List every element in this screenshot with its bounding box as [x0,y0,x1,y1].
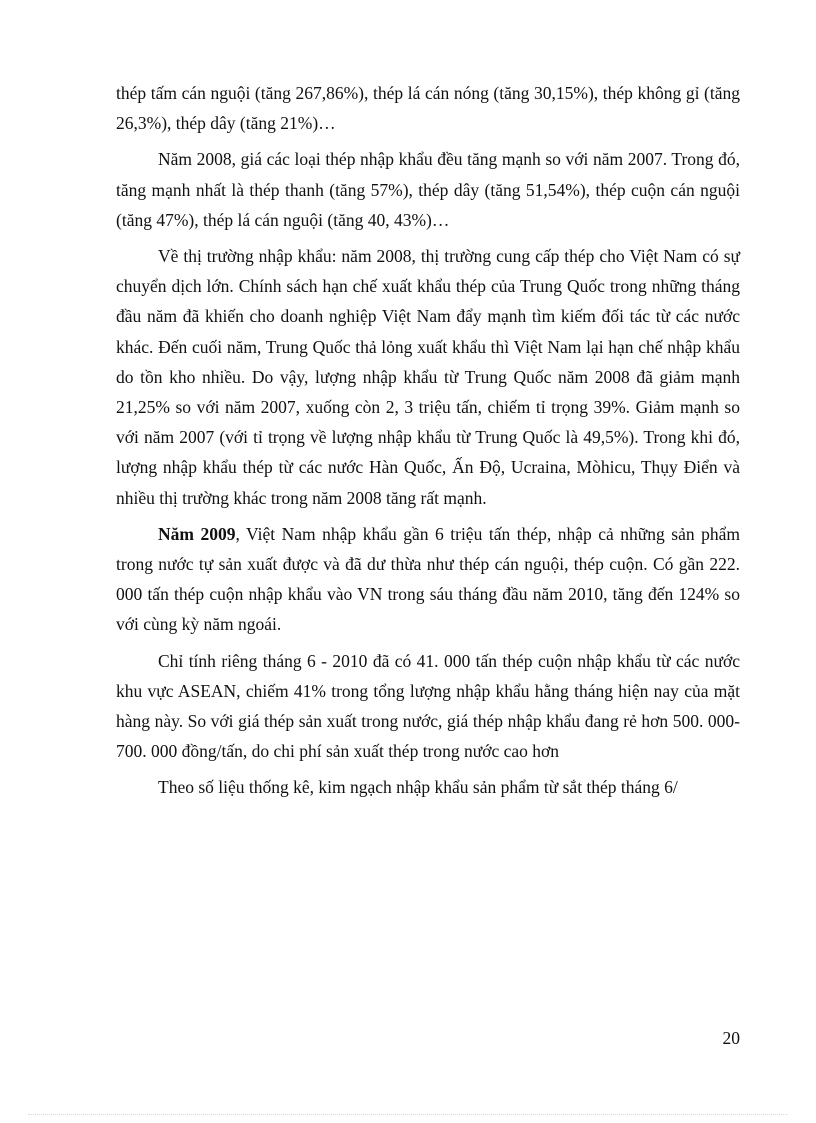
paragraph-1 [116,78,740,138]
paragraph-5 [116,646,740,767]
paragraph-2 [116,144,740,235]
page-bottom-rule [28,1114,788,1115]
paragraph-4-lead: Năm 2009 [158,523,236,544]
paragraph-2-text: Năm 2008, giá các loại thép nhập khẩu đều tăng mạnh so với năm 2007. Trong đó, tăng mạnh nhất là thép thanh (tăng 57%), thép dây (tăng 51,54%), thép cuộn cán nguội (tăng 47%), thép lá cán nguội (tăng 40, 43%)… [116,149,740,230]
paragraph-3 [116,241,740,513]
paragraph-4-text: , Việt Nam nhập khẩu gần 6 triệu tấn thép, nhập cả những sản phẩm trong nước tự sản xuất được và đã dư thừa như thép cán nguội, thép cuộn. Có gần 222. 000 tấn thép cuộn nhập khẩu vào VN trong sáu tháng đầu năm 2010, tăng đến 124% so với cùng kỳ năm ngoái. [116,523,741,635]
document-body [116,78,740,803]
paragraph-4 [116,519,740,640]
paragraph-3-text: Về thị trường nhập khẩu: năm 2008, thị trường cung cấp thép cho Việt Nam có sự chuyển dịch lớn. Chính sách hạn chế xuất khẩu thép của Trung Quốc trong những tháng đầu năm đã khiến cho doanh nghiệp Việt Nam đẩy mạnh tìm kiếm đối tác từ các nước khác. Đến cuối năm, Trung Quốc thả lỏng xuất khẩu thì Việt Nam lại hạn chế nhập khẩu do tồn kho nhiều. Do vậy, lượng nhập khẩu từ Trung Quốc năm 2008 đã giảm mạnh 21,25% so với năm 2007, xuống còn 2, 3 triệu tấn, chiếm tỉ trọng 39%. Giảm mạnh so với năm 2007 (với tỉ trọng về lượng nhập khẩu từ Trung Quốc là 49,5%). Trong khi đó, lượng nhập khẩu thép từ các nước Hàn Quốc, Ấn Độ, Ucraina, Mòhicu, Thụy Điển và nhiều thị trường khác trong năm 2008 tăng rất mạnh. [116,246,740,508]
paragraph-6-text: Theo số liệu thống kê, kim ngạch nhập khẩu sản phẩm từ sắt thép tháng 6/ [158,777,678,798]
paragraph-6 [116,772,740,802]
page-number: 20 [722,1028,740,1048]
paragraph-5-text: Chỉ tính riêng tháng 6 - 2010 đã có 41. 000 tấn thép cuộn nhập khẩu từ các nước khu vực ASEAN, chiếm 41% trong tổng lượng nhập khẩu hằng tháng hiện nay của mặt hàng này. So với giá thép sản xuất trong nước, giá thép nhập khẩu đang rẻ hơn 500. 000-700. 000 đồng/tấn, do chi phí sản xuất thép trong nước cao hơn [116,650,740,762]
paragraph-1-text: thép tấm cán nguội (tăng 267,86%), thép lá cán nóng (tăng 30,15%), thép không gỉ (tăng 26,3%), thép dây (tăng 21%)… [116,83,740,134]
